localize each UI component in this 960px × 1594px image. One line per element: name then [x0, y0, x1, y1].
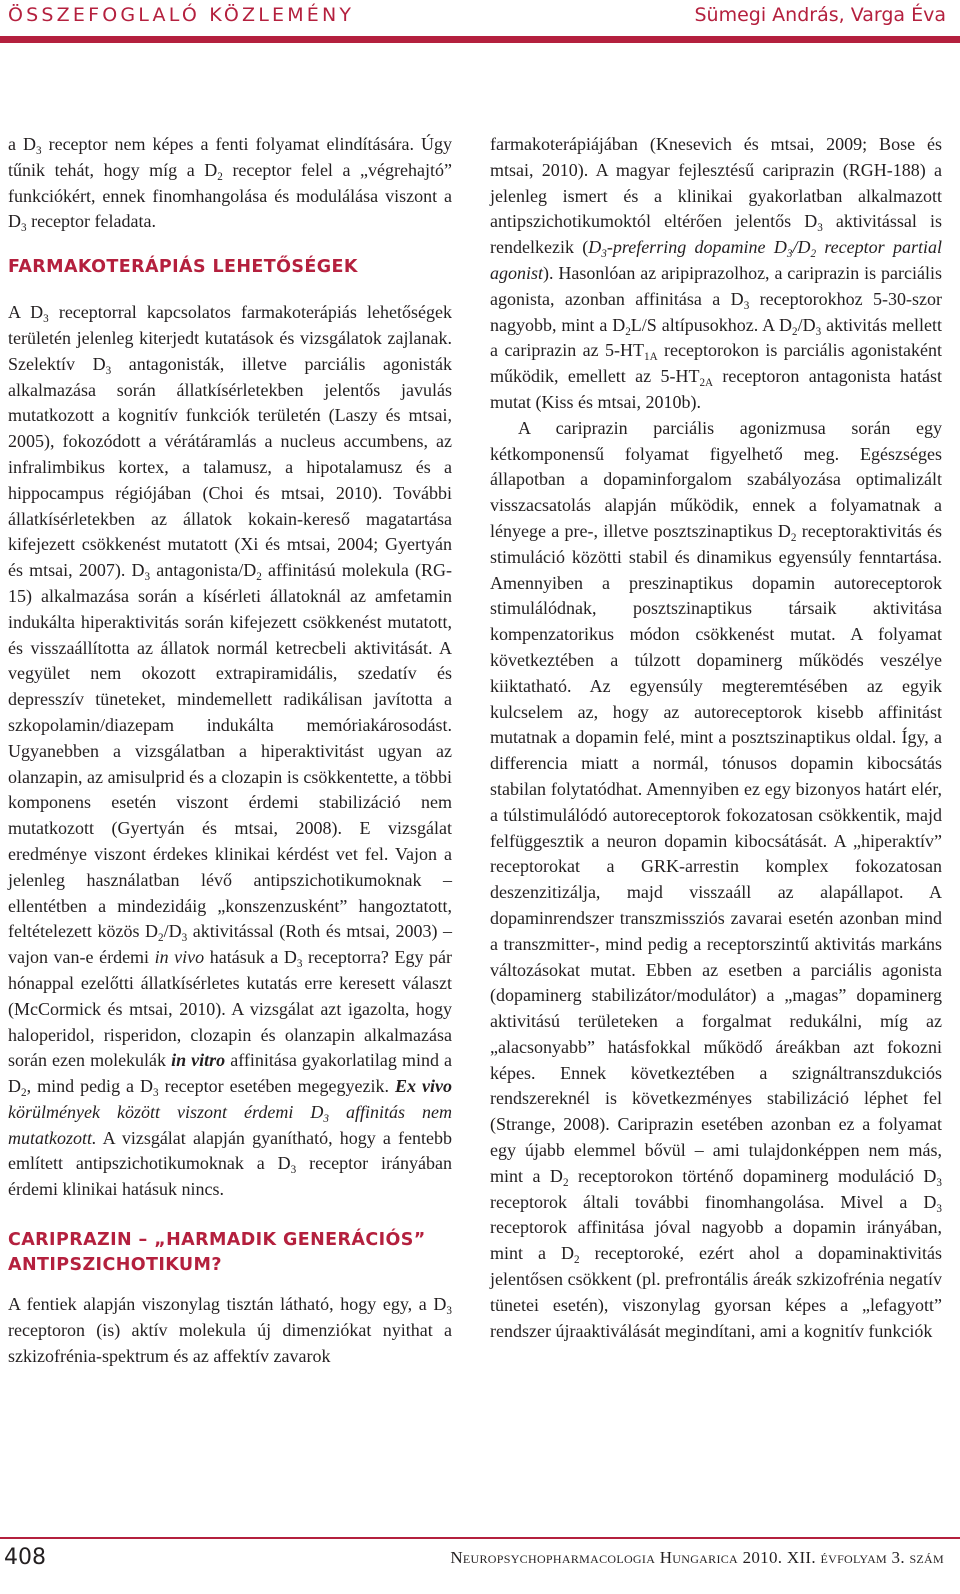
page-header: [0, 0, 960, 34]
paragraph: a $D_3$ receptor nem képes a fenti folyamat elindítására. Úgy tűnik tehát, hogy míg a $D_2$ receptor felel a „végrehajtó” funkciókért, ennek finomhangolása és modulálása viszont a $D_3$ receptor feladata.: [8, 134, 452, 235]
page-number: 408: [4, 1545, 46, 1570]
paragraph: farmakoterápiájában (Knesevich és mtsai, 2009; Bose és mtsai, 2010). A magyar fejlesztésű cariprazin (RGH-188) a jelenleg ismert és a klinikai gyakorlatban alkalmazott antipszichotikumoktól eltérően jelentős $D_3$ aktivitással is rendelkezik ($D_3$-preferring dopamine $D_3/D_2$ receptor partial agonist). Hasonlóan az aripiprazolhoz, a cariprazin is parciális agonista, azonban affinitása a $D_3$ receptorokhoz 5-30-szor nagyobb, mint a $D_2L/S$ altípusokhoz. A $D_2/D_3$ aktivitás mellett a cariprazin az $5-HT_{1A}$ receptorokon is parciális agonistaként működik, emellett az $5-HT_{2A}$ receptoron antagonista hatást mutat (Kiss és mtsai, 2010b).: [490, 134, 943, 412]
right-column: [490, 132, 942, 1344]
left-column: [8, 132, 452, 1369]
header-rule: [0, 36, 960, 43]
paragraph: A cariprazin parciális agonizmusa során egy kétkomponensű folyamat figyelhető meg. Egészséges állapotban a dopaminforgalom szabályozása optimalizált visszacsatolás alapján működik, ennek a folyamatnak a lényege a pre-, illetve posztszinaptikus $D_2$ receptoraktivitás és stimuláció közötti stabil és dinamikus egyensúly fenntartása. Amennyiben a preszinaptikus dopamin autoreceptorok stimulálódnak, posztszinaptikus társaik aktivitása kompenzatorikus módon csökkenést mutat. A folyamat következtében a túlzott dopaminerg működés veszélye kiiktatható. Az egyensúly megteremtésében az egyik kulcselem az, hogy az autoreceptorok kisebb affinitást mutatnak a dopamin felé, mint a posztszinaptikus oldal. Így, a differencia miatt a normál, tónusos dopamin kibocsátás stabilan folytatódhat. Amennyiben ez egy bizonyos határt elér, a túlstimulálódó autoreceptorok fokozatosan csökkentik, majd felfüggesztik a neuron dopamin kibocsátását. A „hiperaktív” receptorokat a GRK-arrestin komplex fokozatosan deszenzitizálja, majd visszaáll az alapállapot. A dopaminrendszer transzmissziós zavarai esetén azonban mind a transzmitter-, mind pedig a receptorszintű aktivitás markáns változásokat mutat. Ebben az esetben a parciális agonista (dopaminerg stabilizátor/modulátor) a „magas” dopaminerg aktivitású területeken a forgalmat redukálni, míg az „alacsonyabb” hatásfokkal működő áreákban azt fokozni képes. Ennek következtében a szignáltranszdukciós rendszereknél is következményes stabilizáció léphet fel (Strange, 2008). Cariprazin esetében azonban ez a folyamat egy újabb elemmel bővül – ami tulajdonképpen nem más, mint a $D_2$ receptorokon történő dopaminerg moduláció $D_3$ receptorok általi további finomhangolása. Mivel a $D_3$ receptorok affinitása jóval nagyobb a dopamin irányában, mint a $D_2$ receptoroké, ezért ahol a dopaminaktivitás jelentősen csökkent (pl. prefrontális áreák szkizofrénia negatív tünetei esetén), viszonylag gyorsan képes a „lefagyott” rendszer újraaktiválását megindítani, ami a kognitív funkciók: [490, 417, 942, 1341]
authors: Sümegi András, Varga Éva: [694, 4, 946, 26]
section-heading: FARMAKOTERÁPIÁS LEHETŐSÉGEK: [8, 257, 358, 278]
journal-name: Neuropsychopharmacologia Hungarica 2010. XII. évfolyam 3. szám: [450, 1548, 944, 1567]
paragraph: A $D_3$ receptorral kapcsolatos farmakoterápiás lehetőségek területén jelenleg kiterjedt kutatások és vizsgálatok zajlanak. Szelektív $D_3$ antagonisták, illetve parciális agonisták alkalmazása során állatkísérletekben jelentős javulás mutatkozott a kognitív funkciók területén (Laszy és mtsai, 2005), fokozódott a vérátáramlás a nucleus accumbens, az infralimbikus kortex, a talamusz, a hipotalamusz és a hippocampus régiójában (Choi és mtsai, 2010). További állatkísérletekben az állatok kokain-kereső magatartása kifejezett csökkenést mutatott (Xi és mtsai, 2004; Gyertyán és mtsai, 2007). $D_3$ antagonista/$D_2$ affinitású molekula (RG-15) alkalmazása során a kísérleti állatoknál az amfetamin indukálta hiperaktivitás során kifejezett csökkenést mutatott, és visszaállította az állatok normál ketrecbeli aktivitását. A vegyület nem okozott extrapiramidális, szedatív és depresszív tüneteket, mindemellett radikálisan javította a szkopolamin/diazepam indukálta memóriakárosodást. Ugyanebben a vizsgálatban a hiperaktivitást ugyan az olanzapin, az amisulprid és a clozapin is csökkentette, a többi komponens esetén viszont érdemi stabilizáció nem mutatkozott (Gyertyán és mtsai, 2008). E vizsgálat eredménye viszont érdekes klinikai kérdést vet fel. Vajon a jelenleg használatban lévő antipszichotikumoknak – ellentétben a mindezidáig „konszenzusként” hangoztatott, feltételezett közös $D_2/D_3$ aktivitással (Roth és mtsai, 2003) – vajon van-e érdemi in vivo hatásuk a $D_3$ receptorra? Egy pár hónappal ezelőtti állatkísérletes kutatás erre keresett választ (McCormick és mtsai, 2010). A vizsgálat azt igazolta, hogy haloperidol, risperidon, clozapin és olanzapin alkalmazása során ezen molekulák in vitro affinitása gyakorlatilag mind a $D_2$, mind pedig a $D_3$ receptor esetében megegyezik. Ex vivo körülmények között viszont érdemi $D_3$ affinitás nem mutatkozott. A vizsgálat alapján gyanítható, hogy a fentebb említett antipszichotikumoknak a $D_3$ receptor irányában érdemi klinikai hatásuk nincs.: [8, 302, 453, 1200]
footer-rule: [0, 1537, 960, 1539]
section-heading: CARIPRAZIN – „HARMADIK GENERÁCIÓS” ANTIPSZICHOTIKUM?: [8, 1230, 426, 1276]
paragraph: A fentiek alapján viszonylag tisztán látható, hogy egy, a $D_3$ receptoron (is) aktív molekula új dimenziókat nyithat a szkizofrénia-spektrum és az affektív zavarok: [8, 1294, 452, 1366]
section-label: ÖSSZEFOGLALÓ KÖZLEMÉNY: [8, 4, 355, 26]
